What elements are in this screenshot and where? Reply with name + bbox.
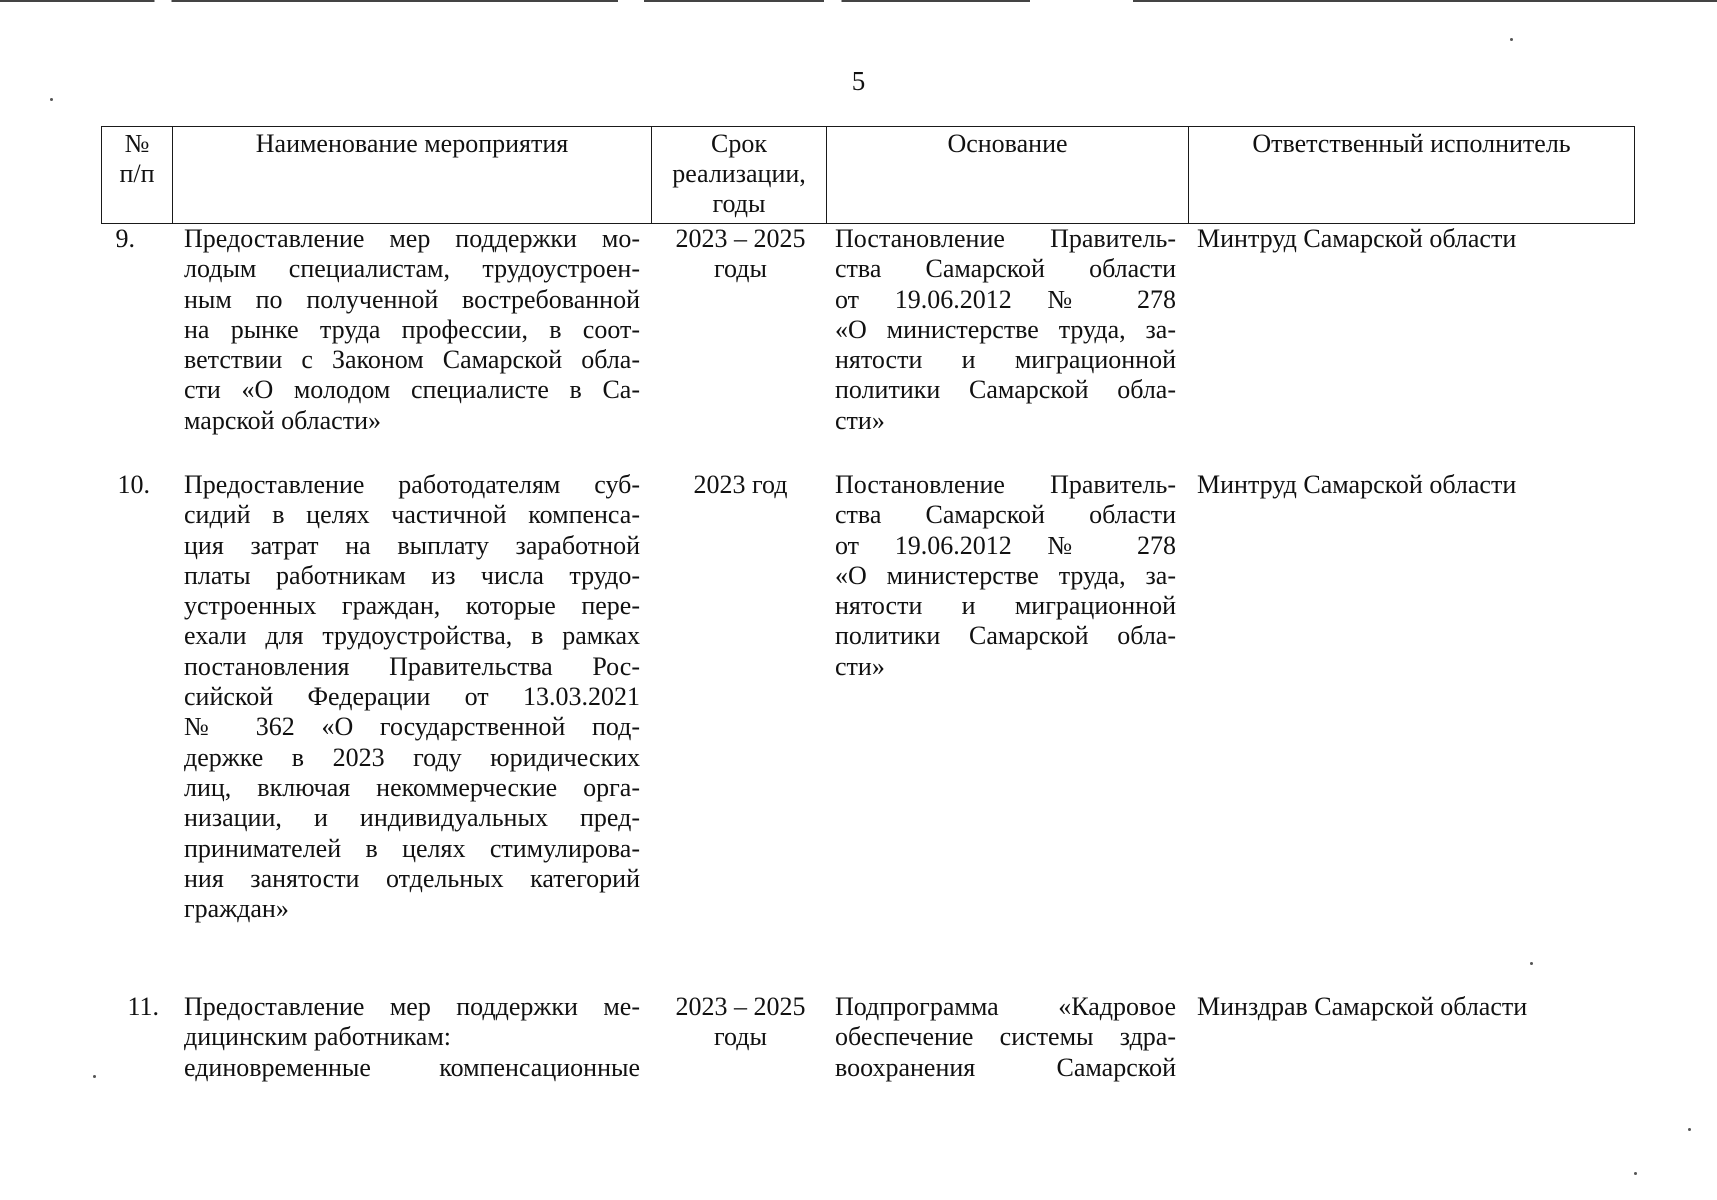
row-basis-line: воохранения Самарской (835, 1052, 1176, 1082)
row-basis-line: Подпрограмма «Кадровое (835, 992, 1176, 1021)
scan-speck (1530, 962, 1533, 965)
row-name-line: Предоставление работодателям суб- (184, 470, 640, 499)
header-col-number (102, 127, 173, 223)
row-name-line: дицинским работникам: (184, 1022, 451, 1052)
row-basis-line: обеспечение системы здра- (835, 1022, 1176, 1052)
row-name-line: единовременные компенсационные (184, 1052, 640, 1082)
scan-top-edge (0, 0, 1717, 2)
header-col-term-line: годы (712, 189, 766, 218)
scan-speck (1688, 1128, 1691, 1131)
row-name-line: ехали для трудоустройства, в рамках (184, 621, 640, 651)
row-basis-line: Постановление Правитель- (835, 470, 1176, 499)
row-number: 10. (117, 470, 150, 499)
row-basis-line: нятости и миграционной (835, 591, 1176, 621)
row-basis-line: ства Самарской области (835, 254, 1176, 284)
row-term-line: 2023 – 2025 (675, 992, 806, 1021)
row-basis-line: ства Самарской области (835, 500, 1176, 530)
row-term (663, 470, 818, 500)
row-basis-line: сти» (835, 405, 885, 435)
header-col-term-line: Срок (711, 129, 767, 158)
row-name-line: марской области» (184, 405, 381, 435)
scan-speck (50, 98, 53, 101)
row-name-line: граждан» (184, 894, 289, 924)
row-name-line: ным по полученной востребованной (184, 284, 640, 314)
table-header (101, 126, 1635, 224)
row-term-line: годы (714, 1022, 767, 1052)
row-name-line: лодым специалистам, трудоустроен- (184, 254, 640, 284)
row-basis-line: Постановление Правитель- (835, 224, 1176, 253)
row-name (184, 470, 640, 924)
row-name (184, 224, 640, 436)
row-basis-line: политики Самарской обла- (835, 375, 1176, 405)
row-basis-line: сти» (835, 651, 885, 681)
row-number: 9. (115, 224, 135, 253)
header-col-number-line: п/п (119, 159, 155, 188)
header-col-name: Наименование мероприятия (173, 127, 652, 223)
row-basis (835, 470, 1176, 682)
row-name-line: № 362 «О государственной под- (184, 712, 640, 742)
row-name-line: сидий в целях частичной компенса- (184, 500, 640, 530)
row-basis-line: от 19.06.2012 № 278 (835, 530, 1176, 560)
row-basis-line: нятости и миграционной (835, 345, 1176, 375)
scan-speck (1634, 1172, 1637, 1175)
row-term (663, 992, 818, 1053)
header-col-term-line: реализации, (672, 159, 806, 188)
page-number: 5 (851, 66, 866, 96)
header-col-responsible: Ответственный исполнитель (1252, 129, 1571, 158)
row-name-line: платы работникам из числа трудо- (184, 560, 640, 590)
row-name-line: низации, и индивидуальных пред- (184, 803, 640, 833)
row-basis-line: от 19.06.2012 № 278 (835, 284, 1176, 314)
row-term-line: 2023 год (693, 470, 788, 499)
row-number: 11. (127, 992, 159, 1021)
row-name-line: Предоставление мер поддержки мо- (184, 224, 640, 253)
row-name (184, 992, 640, 1083)
row-name-line: ния занятости отдельных категорий (184, 863, 640, 893)
header-col-number-line: № (124, 129, 150, 158)
row-name-line: на рынке труда профессии, в соот- (184, 314, 640, 344)
row-name-line: принимателей в целях стимулирова- (184, 833, 640, 863)
row-name-line: держке в 2023 году юридических (184, 742, 640, 772)
scan-speck (93, 1075, 96, 1078)
row-responsible: Минздрав Самарской области (1197, 992, 1528, 1021)
row-term (663, 224, 818, 285)
row-term-line: годы (714, 254, 767, 284)
row-name-line: лиц, включая некоммерческие орга- (184, 772, 640, 802)
row-name-line: ветствии с Законом Самарской обла- (184, 345, 640, 375)
row-basis-line: «О министерстве труда, за- (835, 314, 1176, 344)
row-name-line: сти «О молодом специалисте в Са- (184, 375, 640, 405)
row-name-line: ция затрат на выплату заработной (184, 530, 640, 560)
row-name-line: устроенных граждан, которые пере- (184, 591, 640, 621)
row-basis (835, 224, 1176, 436)
header-col-basis: Основание (827, 127, 1189, 223)
row-basis (835, 992, 1176, 1083)
header-col-term (652, 127, 827, 223)
row-name-line: постановления Правительства Рос- (184, 651, 640, 681)
row-basis-line: «О министерстве труда, за- (835, 560, 1176, 590)
row-basis-line: политики Самарской обла- (835, 621, 1176, 651)
scan-speck (1510, 38, 1513, 41)
row-term-line: 2023 – 2025 (675, 224, 806, 253)
row-responsible: Минтруд Самарской области (1197, 224, 1517, 253)
row-responsible: Минтруд Самарской области (1197, 470, 1517, 499)
row-name-line: Предоставление мер поддержки ме- (184, 992, 640, 1021)
row-name-line: сийской Федерации от 13.03.2021 (184, 682, 640, 712)
